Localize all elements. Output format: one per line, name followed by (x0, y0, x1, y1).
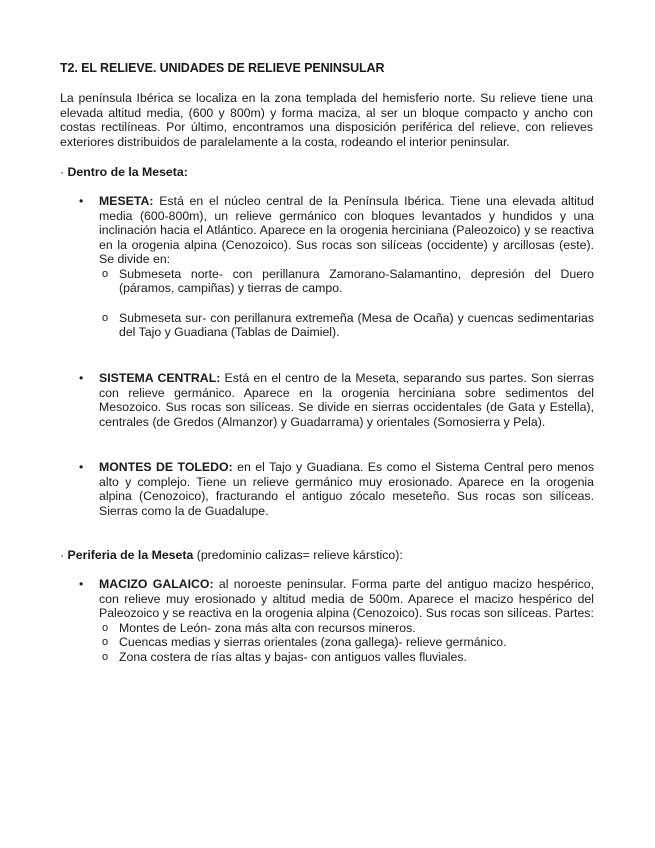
document-title: T2. EL RELIEVE. UNIDADES DE RELIEVE PENINSULAR (60, 61, 385, 75)
item-text: al noroeste peninsular. Forma parte del antiguo macizo hespérico, con relieve muy erosionado y altitud media de 500m. Aparece el macizo hespérico del Paleozoico y se reactiva en la orogenia alpina (Cenozoico). Sus rocas son silíceas. Partes: (99, 577, 594, 620)
list-bullet: • (79, 194, 84, 208)
sub-item-text: Submeseta sur- con perillanura extremeña (Mesa de Ocaña) y cuencas sedimentarias del Tajo y Guadiana (Tablas de Daimiel). (119, 310, 594, 339)
section-heading-note: (predominio calizas= relieve kárstico): (193, 548, 403, 562)
sub-bullet: o (102, 650, 109, 663)
section-heading-periferia (60, 548, 403, 562)
item-title: MONTES DE TOLEDO: (99, 460, 233, 474)
sub-bullet: o (102, 636, 109, 648)
list-item-meseta (79, 194, 594, 340)
sub-bullet: o (102, 267, 109, 280)
sub-item-submeseta-sur (99, 311, 594, 340)
item-text: Está en el núcleo central de la Península Ibérica. Tiene una elevada altitud media (600-800m), un relieve germánico con bloques levantados y hundidos y una inclinación hacia el Atlántico. Aparece en la orogenia herciniana (Paleozoico) y se reactiva en la orogenia alpina (Cenozoico). Sus rocas son silíceas (occidente) y arcillosas (este). Se divide en: (99, 194, 594, 266)
item-title: SISTEMA CENTRAL: (99, 371, 221, 385)
section-bullet: · (60, 165, 65, 179)
item-text: en el Tajo y Guadiana. Es como el Sistema Central pero menos alto y complejo. Tiene un relieve germánico muy erosionado. Aparece en la orogenia alpina (Cenozoico), fracturando el antiguo zócalo meseteño. Sus rocas son silíceas. Sierras como la de Guadalupe. (99, 460, 594, 518)
sub-bullet: o (102, 621, 109, 634)
sub-item-text: Cuencas medias y sierras orientales (zona gallega)- relieve germánico. (119, 635, 507, 649)
section-heading-label: Dentro de la Meseta: (67, 165, 188, 179)
list-item-montes-de-toledo (79, 460, 594, 518)
sub-item-zona-costera (99, 650, 594, 665)
section-heading-label: Periferia de la Meseta (67, 548, 194, 562)
sub-item-text: Zona costera de rías altas y bajas- con antiguos valles fluviales. (119, 649, 467, 664)
section-bullet: · (60, 548, 65, 562)
list-bullet: • (79, 577, 84, 591)
item-title: MACIZO GALAICO: (99, 577, 214, 591)
intro-paragraph: La península Ibérica se localiza en la zona templada del hemisferio norte. Su relieve tiene una elevada altitud media, (600 y 800m) y forma maciza, al ser un bloque compacto y ancho con costas rectilíneas. Por último, encontramos una disposición periférica del relieve, con relieves exteriores distribuidos de paralelamente a la costa, rodeando el interior peninsular. (60, 91, 593, 149)
sub-item-submeseta-norte (99, 267, 594, 296)
list-item-sistema-central (79, 371, 594, 429)
list-bullet: • (79, 460, 84, 474)
list-bullet: • (79, 371, 84, 385)
sub-bullet: o (102, 311, 109, 324)
item-text: Está en el centro de la Meseta, separando sus partes. Son sierras con relieve germánico. Aparece en la orogenia herciniana sobre sedimentos del Mesozoico. Sus rocas son silíceas. Se divide en sierras occidentales (de Gata y Estella), centrales (de Gredos (Almanzor) y Guadarrama) y orientales (Somosierra y Pela). (99, 371, 594, 429)
list-item-macizo-galaico (79, 577, 594, 664)
sub-item-text: Montes de León- zona más alta con recursos mineros. (119, 620, 416, 635)
sub-item-cuencas-medias (99, 635, 594, 650)
sub-item-montes-de-leon (99, 621, 594, 636)
section-heading-meseta (60, 165, 188, 179)
item-title: MESETA: (99, 194, 154, 208)
sub-item-text: Submeseta norte- con perillanura Zamorano-Salamantino, depresión del Duero (páramos, campiñas) y tierras de campo. (119, 266, 594, 295)
